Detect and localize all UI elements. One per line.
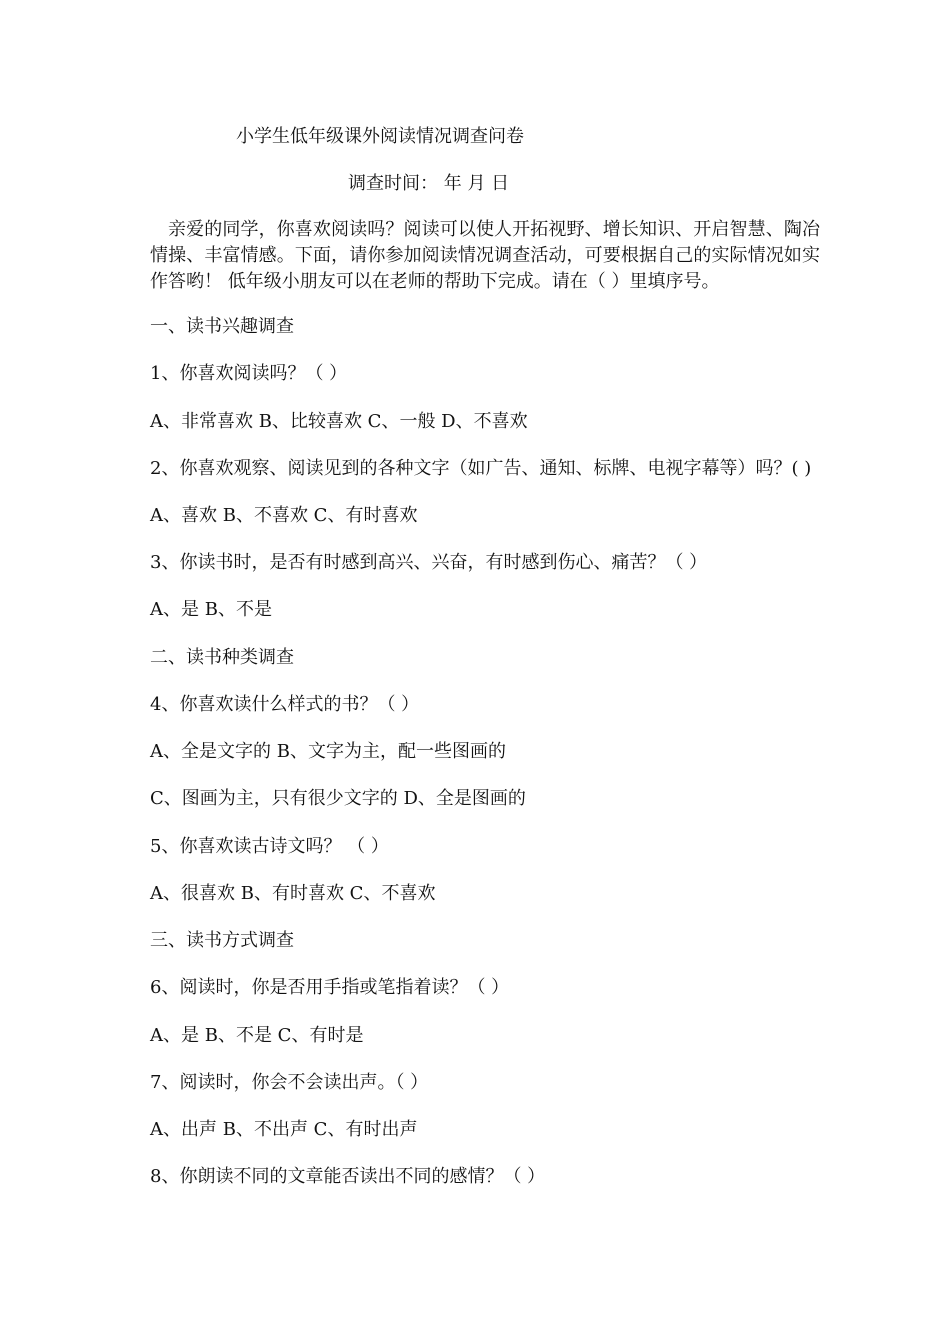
options-7: A、出声 B、不出声 C、有时出声 bbox=[150, 1119, 418, 1140]
options-3: A、是 B、不是 bbox=[150, 599, 272, 620]
options-1: A、非常喜欢 B、比较喜欢 C、一般 D、不喜欢 bbox=[150, 411, 528, 432]
section-heading-methods: 三、读书方式调查 bbox=[150, 930, 294, 951]
question-2: 2、你喜欢观察、阅读见到的各种文字（如广告、通知、标牌、电视字幕等）吗？( ) bbox=[150, 458, 812, 479]
question-6: 6、阅读时，你是否用手指或笔指着读？（ ） bbox=[150, 977, 510, 998]
survey-date: 调查时间： 年 月 日 bbox=[348, 173, 510, 194]
question-1: 1、你喜欢阅读吗？（ ） bbox=[150, 363, 348, 384]
options-4b: C、图画为主，只有很少文字的 D、全是图画的 bbox=[150, 788, 526, 809]
options-2: A、喜欢 B、不喜欢 C、有时喜欢 bbox=[150, 505, 418, 526]
options-6: A、是 B、不是 C、有时是 bbox=[150, 1025, 364, 1046]
question-7: 7、阅读时，你会不会读出声。（ ） bbox=[150, 1072, 429, 1093]
question-8: 8、你朗读不同的文章能否读出不同的感情？（ ） bbox=[150, 1166, 546, 1187]
section-heading-types: 二、读书种类调查 bbox=[150, 647, 294, 668]
options-5: A、很喜欢 B、有时喜欢 C、不喜欢 bbox=[150, 883, 436, 904]
question-5: 5、你喜欢读古诗文吗？ （ ） bbox=[150, 836, 389, 857]
section-heading-interest: 一、读书兴趣调查 bbox=[150, 316, 294, 337]
question-4: 4、你喜欢读什么样式的书？（ ） bbox=[150, 694, 420, 715]
intro-paragraph: 亲爱的同学，你喜欢阅读吗？阅读可以使人开拓视野、增长知识、开启智慧、陶冶情操、丰富情感。下面，请你参加阅读情况调查活动，可要根据自己的实际情况如实作答哟！ 低年级小朋友可以在老师的帮助下完成。请在（ ）里填序号。 bbox=[150, 219, 820, 292]
question-3: 3、你读书时，是否有时感到高兴、兴奋，有时感到伤心、痛苦？（ ） bbox=[150, 552, 708, 573]
document-title: 小学生低年级课外阅读情况调查问卷 bbox=[236, 126, 524, 147]
options-4a: A、全是文字的 B、文字为主，配一些图画的 bbox=[150, 741, 506, 762]
